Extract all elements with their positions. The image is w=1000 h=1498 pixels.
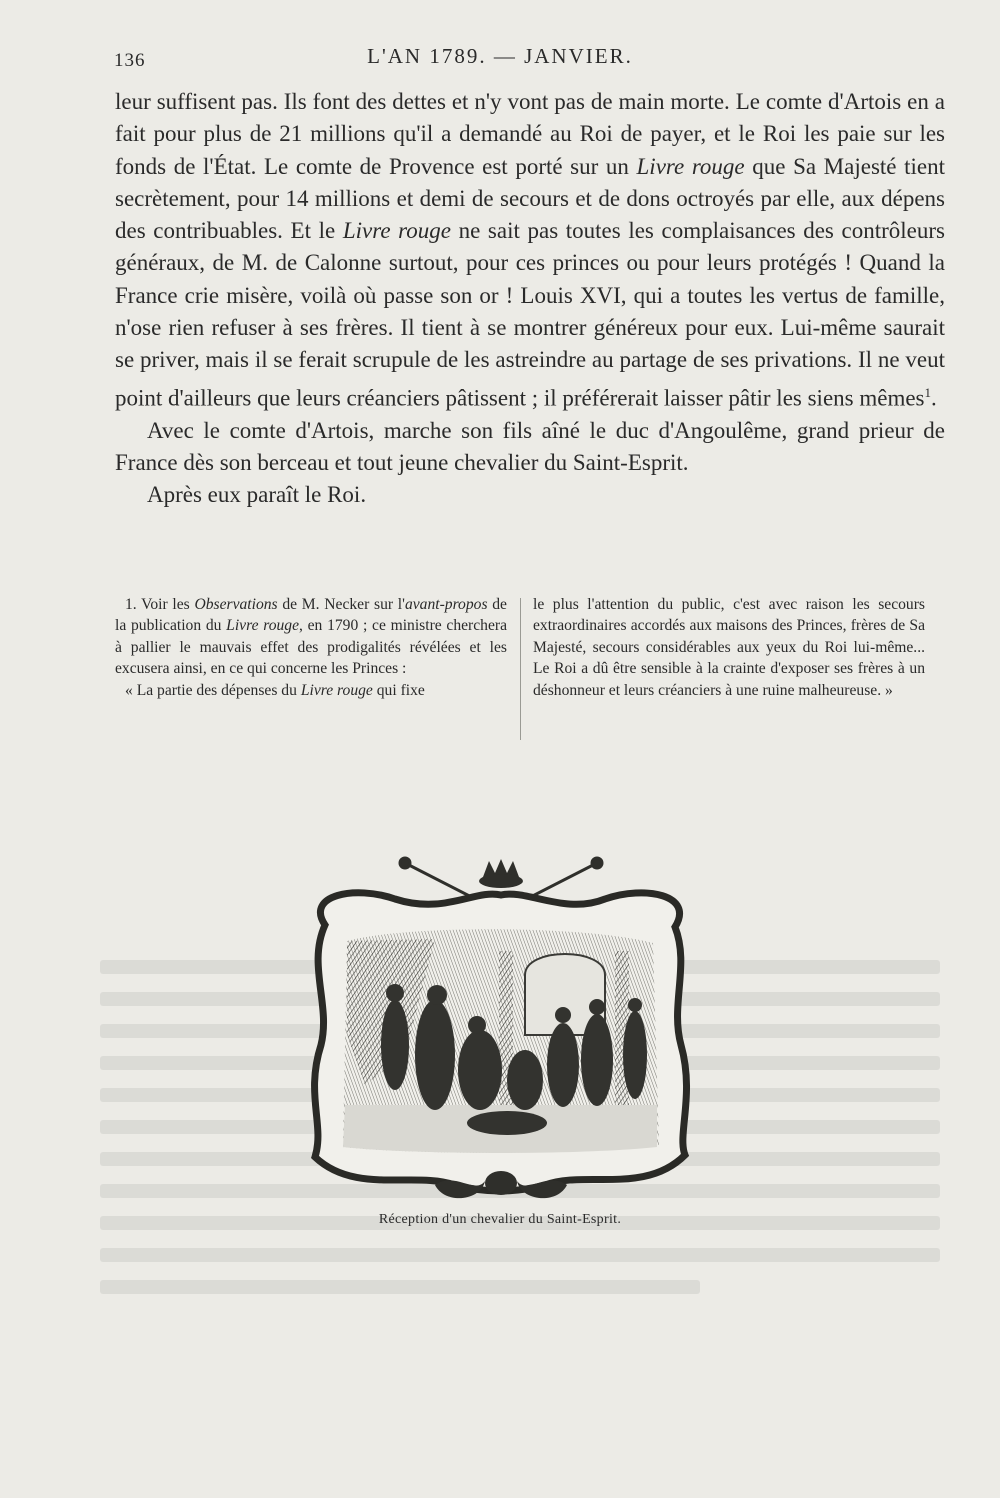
text-run: . xyxy=(931,385,937,411)
text-run: , en 1790 ; ce ministre cherchera à pallier le mauvais effet des prodigalités révélées et les excusera ainsi, en ce qui concerne les Princes : xyxy=(115,617,507,678)
text-run: ne sait pas toutes les complaisances des contrôleurs généraux, de M. de Calonne surtout, pour ces princes ou pour leurs protégés ! Quand la France crie misère, voilà où passe son or ! Louis XVI, qui a toutes les vertus de famille, n'ose rien refuser à ses frères. Il tient à se montrer généreux pour eux. Lui-même saurait se priver, mais il se ferait scrupule de les astreindre au partage de ses privations. Il ne veut point d'ailleurs que leurs créanciers pâtissent ; il préférerait laisser pâtir les siens mêmes xyxy=(115,218,945,411)
page-number: 136 xyxy=(114,50,146,71)
paragraph-2: Avec le comte d'Artois, marche son fils aîné le duc d'Angoulême, grand prieur de France dès son berceau et tout jeune chevalier du Saint-Esprit. xyxy=(115,417,945,475)
footnote-quote-continued: le plus l'attention du public, c'est avec raison les secours extraordinaires accordés aux maisons des Princes, frères de Sa Majesté, secours considérables aux yeux du Roi lui-même... Le Roi a dû être sensible à la crainte d'exposer ses frères à un déshonneur et leurs créanciers à une ruine malheureuse. » xyxy=(533,596,925,699)
engraving-illustration xyxy=(285,855,705,1210)
italic-title: Observations xyxy=(194,596,278,613)
running-title: L'AN 1789. — JANVIER. xyxy=(367,44,633,68)
footnotes xyxy=(115,594,945,744)
footnote-ref[interactable]: 1 xyxy=(924,384,932,400)
illustration-caption: Réception d'un chevalier du Saint-Esprit. xyxy=(378,1212,622,1227)
column-divider xyxy=(520,598,521,740)
paragraph-3: Après eux paraît le Roi. xyxy=(147,482,367,508)
text-run: leur suffisent pas. Ils font des dettes et n'y vont pas de main morte. Le comte d'Artois en a fait pour plus de 21 millions qu'il a demandé au Roi de payer, et le Roi les paie sur les fonds de l'État. Le comte de Provence est porté sur un xyxy=(115,89,945,179)
body-text xyxy=(115,86,945,512)
text-run: 1. Voir les xyxy=(125,596,195,613)
text-run: qui fixe xyxy=(372,681,425,699)
text-run: de la publication du xyxy=(115,596,507,635)
italic-title: Livre rouge xyxy=(636,153,745,179)
text-run: « La partie des dépenses du xyxy=(125,681,301,699)
footnote-1 xyxy=(115,594,507,680)
footnote-column-left xyxy=(115,594,507,701)
scene-interior xyxy=(343,929,659,1153)
text-run: que Sa Majesté tient secrètement, pour 14 millions et demi de secours et de dons octroyés par elle, aux dépens des contribuables. Et le xyxy=(115,153,945,244)
paragraph-1 xyxy=(115,86,945,415)
italic-title: Livre rouge xyxy=(226,617,300,635)
crown-icon xyxy=(479,859,523,888)
italic-title: Livre rouge xyxy=(300,681,373,699)
footnote-column-right xyxy=(533,594,925,701)
italic-title: Livre rouge xyxy=(342,218,451,244)
footnote-quote-start xyxy=(115,680,507,701)
running-head xyxy=(0,44,1000,74)
italic-title: avant-propos xyxy=(404,596,488,613)
text-run: de M. Necker sur l' xyxy=(277,596,405,613)
